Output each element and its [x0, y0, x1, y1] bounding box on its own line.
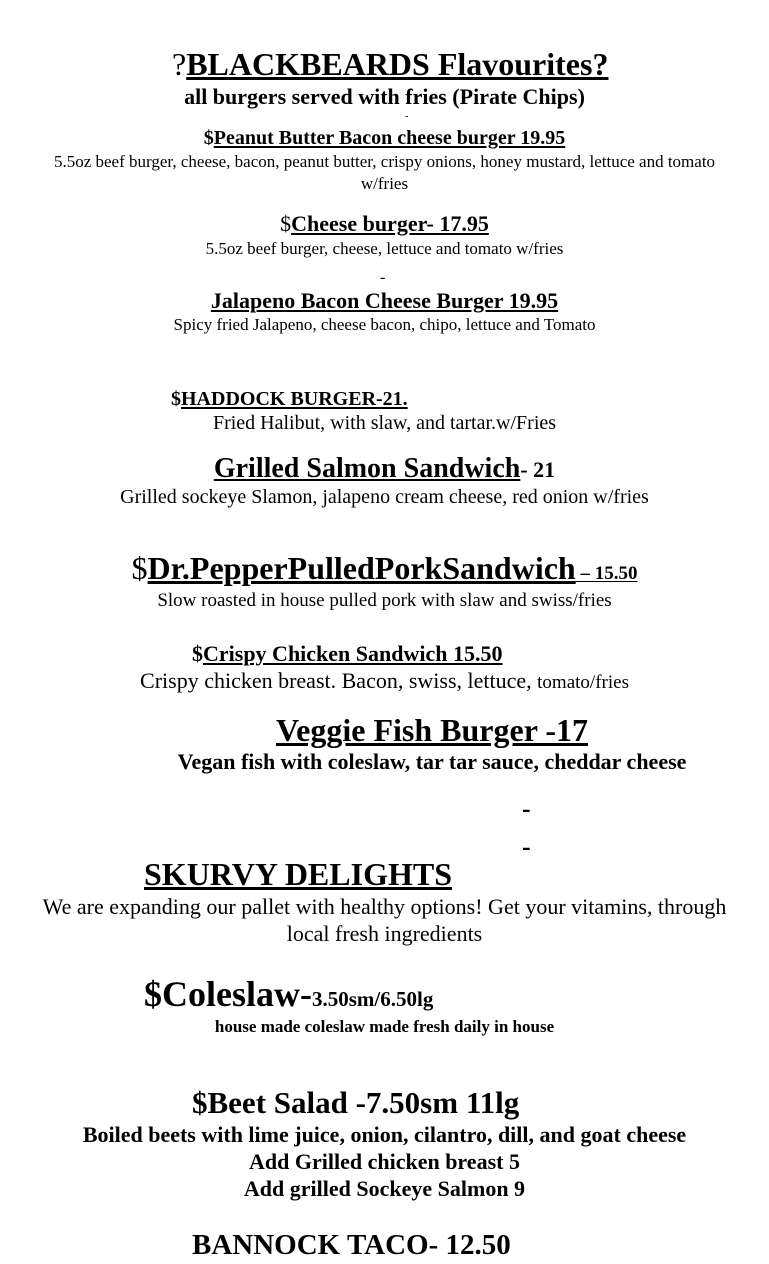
- section-intro-cont: local fresh ingredients: [286, 921, 483, 946]
- item-name: Grilled Salmon Sandwich: [213, 453, 521, 484]
- menu-item-beet-salad: $Beet Salad -7.50sm 11lg: [192, 1085, 520, 1120]
- divider-dot: -: [405, 111, 409, 122]
- item-description: 5.5oz beef burger, cheese, bacon, peanut butter, crispy onions, honey mustard, lettuce and tomato: [53, 152, 716, 171]
- item-name: Peanut Butter Bacon cheese burger 19.95: [213, 127, 566, 149]
- dollar-sign: $: [192, 641, 203, 666]
- addon-chicken: Add Grilled chicken breast 5: [249, 1149, 520, 1174]
- menu-item-coleslaw: [144, 976, 433, 1012]
- title-prefix: ?: [172, 46, 187, 82]
- item-description: Grilled sockeye Slamon, jalapeno cream cheese, red onion w/fries: [120, 486, 649, 508]
- menu-item-veggie-fish: Veggie Fish Burger -17: [276, 712, 588, 748]
- menu-item-peanut-butter-bacon: [0, 128, 769, 148]
- page-subtitle: all burgers served with fries (Pirate Chips): [184, 84, 585, 109]
- item-description: [0, 670, 769, 692]
- item-description: 5.5oz beef burger, cheese, lettuce and tomato w/fries: [205, 239, 564, 258]
- item-price: - 21: [520, 457, 556, 482]
- item-description-small: tomato/fries: [537, 672, 629, 693]
- title-text: BLACKBEARDS Flavourites?: [186, 46, 609, 82]
- item-description: house made coleslaw made fresh daily in house: [214, 1017, 555, 1036]
- item-description: Boiled beets with lime juice, onion, cilantro, dill, and goat cheese: [82, 1122, 687, 1147]
- menu-item-pulled-pork: [0, 552, 769, 584]
- item-name: HADDOCK BURGER-21.: [181, 388, 408, 410]
- item-description: Slow roasted in house pulled pork with slaw and swiss/fries: [157, 590, 612, 611]
- item-name: Crispy Chicken Sandwich 15.50: [203, 641, 503, 666]
- item-description: Spicy fried Jalapeno, cheese bacon, chipo, lettuce and Tomato: [173, 315, 596, 334]
- dollar-sign: $: [280, 211, 292, 236]
- item-name: Cheese burger- 17.95: [291, 211, 489, 236]
- item-price: 3.50sm/6.50lg: [311, 987, 434, 1011]
- divider-dash: -: [522, 794, 531, 823]
- divider-dash: -: [522, 832, 531, 861]
- menu-item-bannock-taco: BANNOCK TACO- 12.50: [192, 1229, 511, 1261]
- item-description-main: Crispy chicken breast. Bacon, swiss, lettuce,: [140, 668, 538, 693]
- item-description-cont: w/fries: [360, 174, 409, 193]
- item-description: Fried Halibut, with slaw, and tartar.w/Fries: [212, 412, 557, 434]
- dollar-sign: $: [203, 127, 214, 149]
- item-description: Vegan fish with coleslaw, tar tar sauce, cheddar cheese: [177, 749, 687, 774]
- item-price: – 15.50: [575, 563, 638, 584]
- page-title: [172, 48, 608, 80]
- menu-item-crispy-chicken: [192, 643, 503, 665]
- item-name: Dr.PepperPulledPorkSandwich: [147, 550, 576, 586]
- dollar-sign: $: [131, 550, 148, 586]
- dollar-sign: $: [171, 388, 181, 410]
- addon-salmon: Add grilled Sockeye Salmon 9: [243, 1176, 526, 1201]
- menu-item-haddock-burger: [171, 389, 408, 409]
- section-intro: We are expanding our pallet with healthy options! Get your vitamins, through: [42, 894, 727, 919]
- menu-item-grilled-salmon: [0, 455, 769, 483]
- divider-dash: -: [380, 269, 386, 286]
- menu-item-jalapeno-bacon: Jalapeno Bacon Cheese Burger 19.95: [210, 288, 559, 313]
- menu-item-cheese-burger: [0, 213, 769, 235]
- section-heading-skurvy: SKURVY DELIGHTS: [144, 856, 452, 892]
- item-name: $Coleslaw-: [144, 974, 312, 1014]
